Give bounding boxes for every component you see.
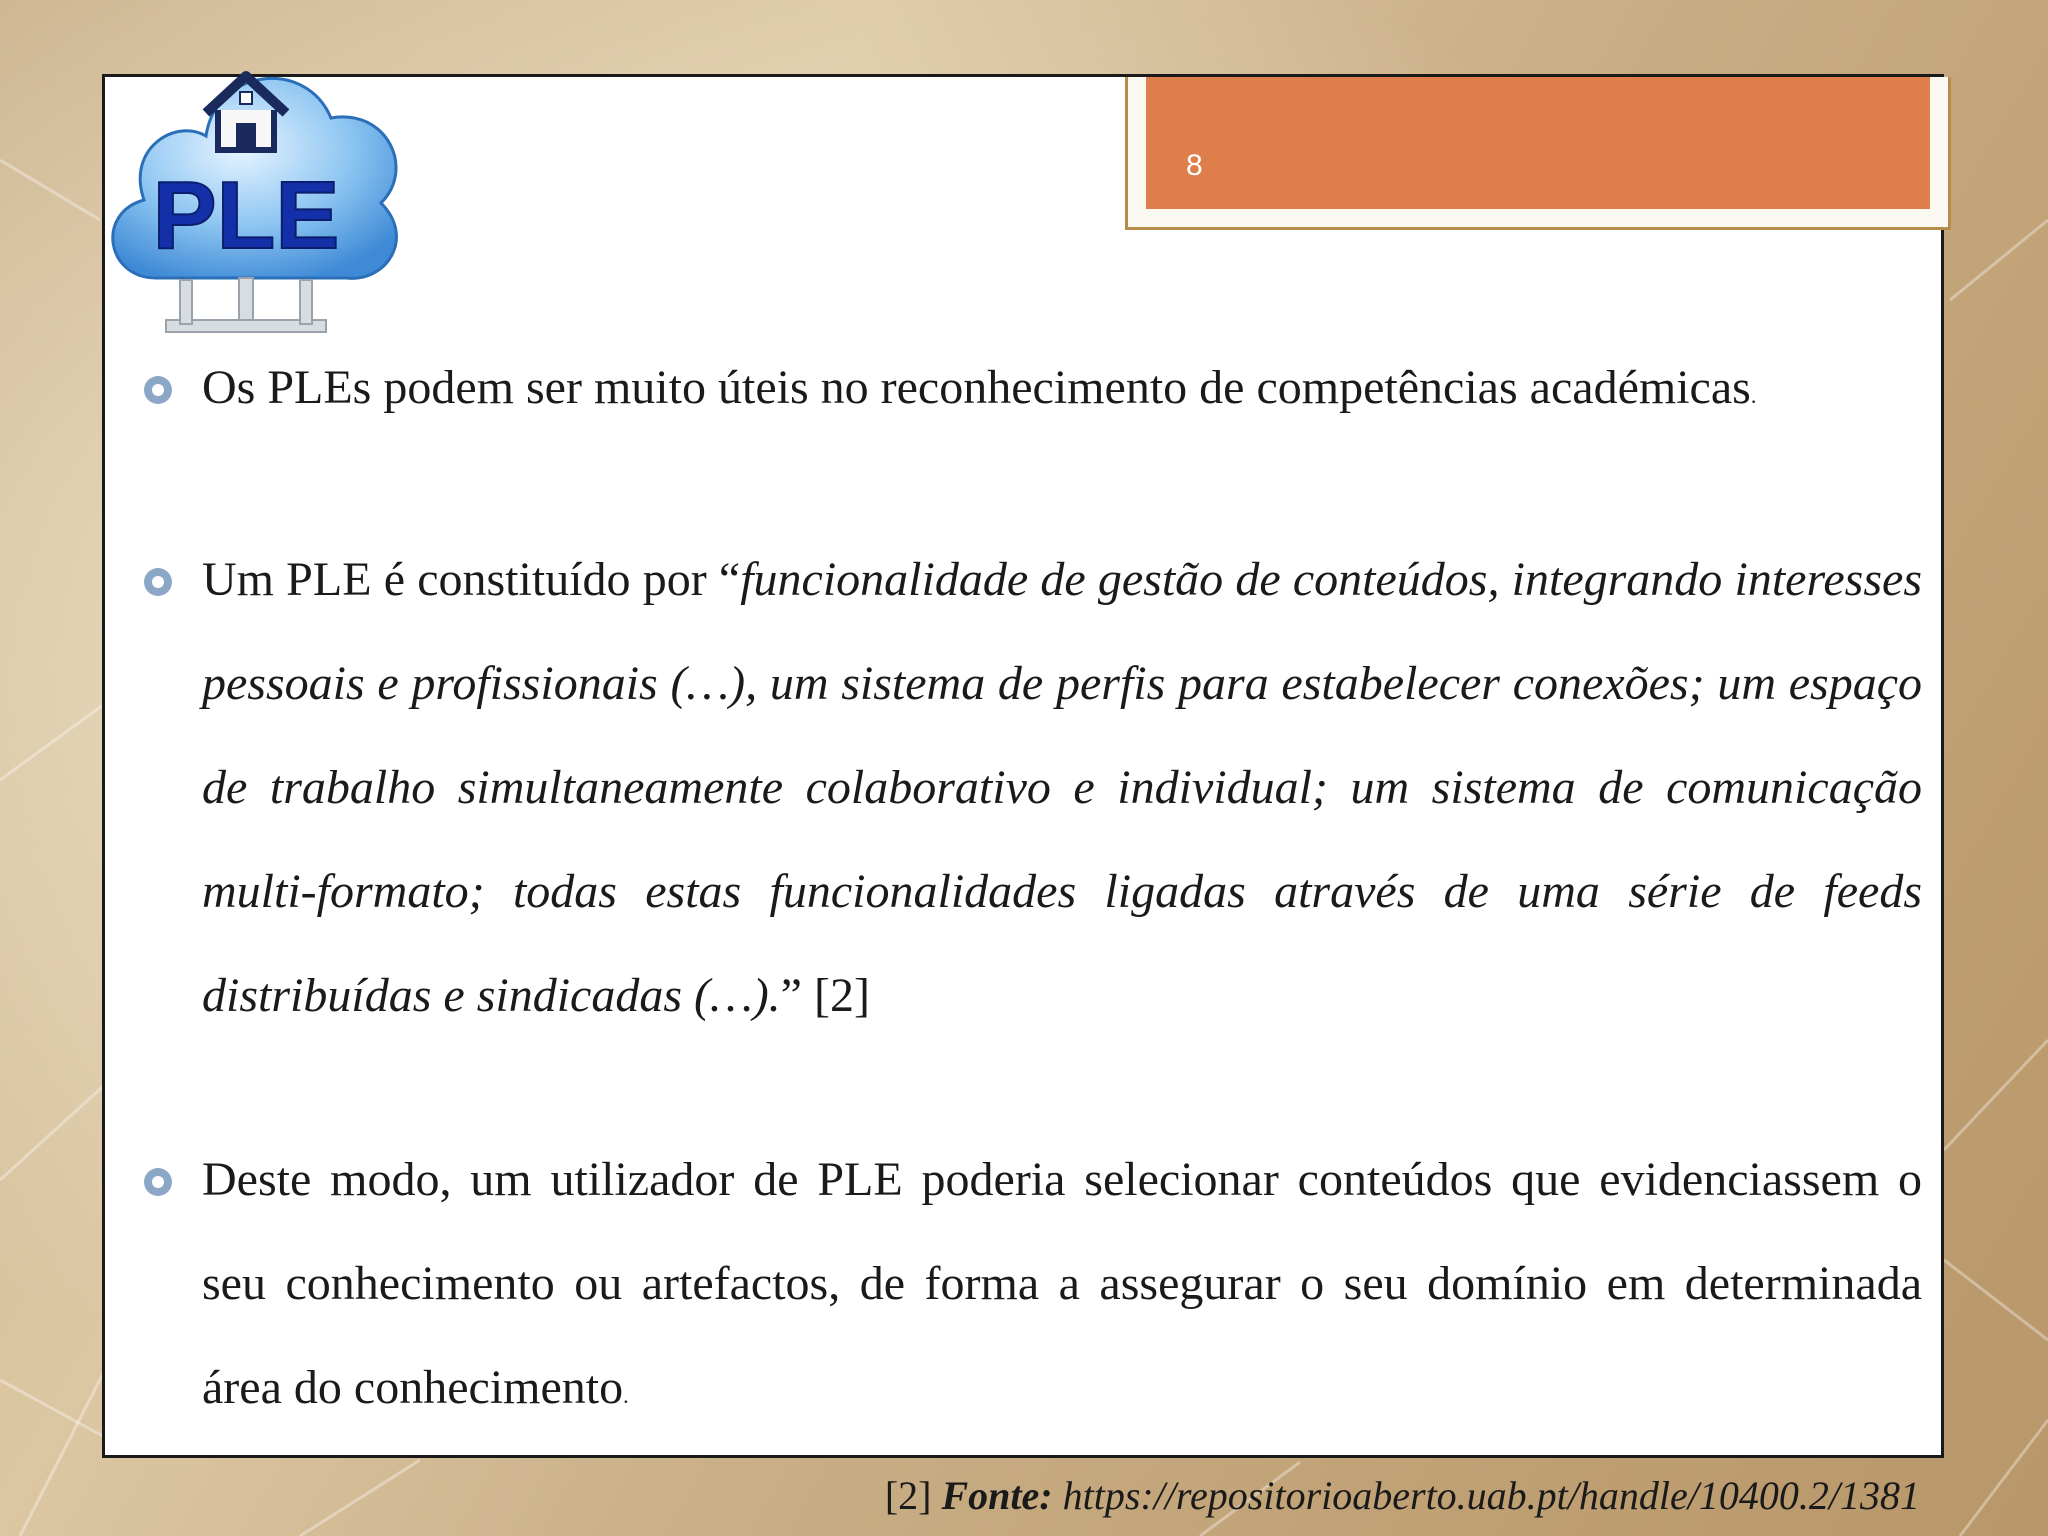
bullet-trail: . xyxy=(623,1383,629,1408)
bullet-trail: . xyxy=(1750,383,1757,408)
ple-cloud-logo xyxy=(96,28,416,348)
circle-bullet-icon xyxy=(144,568,172,596)
bullet-quote: funcionalidade de gestão de conteúdos, integrando interesses pessoais e profissionais (…), um sistema de perfis para estabelecer conexões; um espaço de trabalho simultaneamente colaborativo e individual; um sistema de comunicação multi-formato; todas estas funcionalidades ligadas através de uma série de feeds distribuídas e sindicadas (…). xyxy=(202,553,1923,1022)
bullet-tail: ” [2] xyxy=(780,969,870,1022)
footnote-ref: [2] xyxy=(884,1473,942,1518)
slide-number-tab xyxy=(1125,77,1951,230)
list-item xyxy=(140,336,1922,448)
list-item xyxy=(140,1128,1922,1448)
circle-bullet-icon xyxy=(144,1168,172,1196)
source-footnote xyxy=(885,1472,1920,1519)
slide-number: 8 xyxy=(1186,149,1203,182)
bullet-text: Os PLEs podem ser muito úteis no reconhecimento de competências académicas xyxy=(202,361,1751,414)
footnote-label: Fonte: xyxy=(941,1473,1053,1518)
bullet-text: Deste modo, um utilizador de PLE poderia selecionar conteúdos que evidenciassem o seu conhecimento ou artefactos, de forma a assegurar o seu domínio em determinada área do conhecimento xyxy=(202,1153,1922,1414)
logo-text: PLE xyxy=(152,162,340,269)
footnote-url[interactable]: https://repositorioaberto.uab.pt/handle/10400.2/1381 xyxy=(1052,1473,1920,1518)
list-item xyxy=(140,528,1922,1048)
circle-bullet-icon xyxy=(144,376,172,404)
slide-number-banner xyxy=(1146,77,1930,209)
bullet-lead: Um PLE é constituído por “ xyxy=(202,553,741,606)
bullet-list xyxy=(140,336,1922,1528)
